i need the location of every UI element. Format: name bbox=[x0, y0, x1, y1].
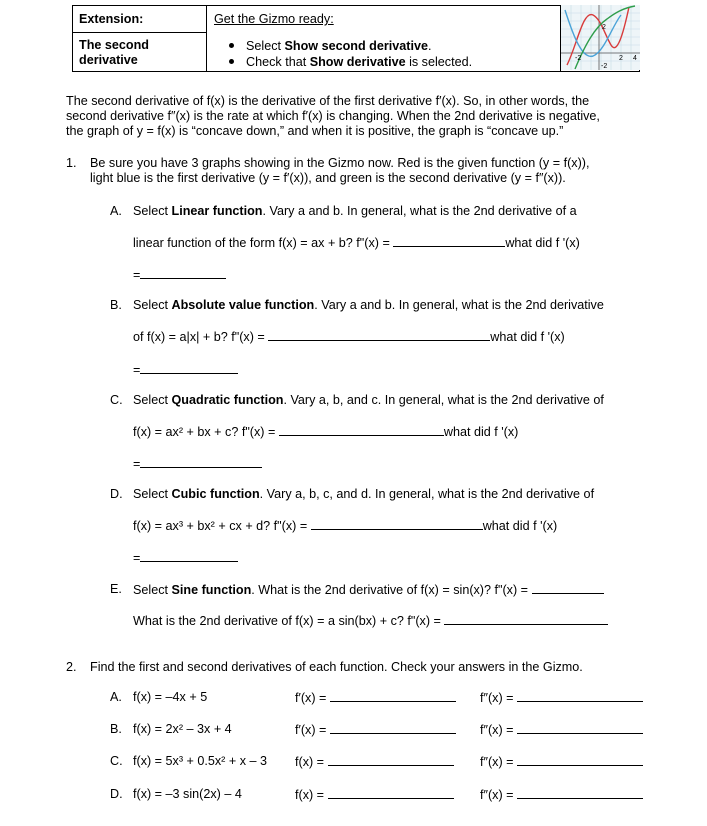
q2a-function: f(x) = –4x + 5 bbox=[133, 690, 208, 704]
q1c-line-1: Select Quadratic function. Vary a, b, and c. In general, what is the 2nd derivative of bbox=[133, 393, 604, 407]
q1-number: 1. bbox=[66, 156, 77, 170]
q2d-d1-blank[interactable] bbox=[328, 787, 454, 799]
extension-label: Extension: bbox=[73, 6, 206, 33]
q1c-letter: C. bbox=[110, 393, 123, 407]
q1b-line-3: = bbox=[133, 362, 238, 378]
q2b-function: f(x) = 2x² – 3x + 4 bbox=[133, 722, 232, 736]
q1e-answer-blank-2[interactable] bbox=[444, 613, 608, 625]
q1d-line-2: f(x) = ax³ + bx² + cx + d? f"(x) = what did f '(x) bbox=[133, 519, 558, 533]
q1e-answer-blank-1[interactable] bbox=[532, 582, 604, 594]
q1d-line-1: Select Cubic function. Vary a, b, c, and d. In general, what is the 2nd derivative of bbox=[133, 487, 595, 501]
q1c-answer-blank[interactable] bbox=[279, 424, 444, 436]
q2c-d2-blank[interactable] bbox=[517, 754, 643, 766]
q1d-letter: D. bbox=[110, 487, 123, 501]
intro-line-2: second derivative f″(x) is the rate at which f′(x) is changing. When the 2nd derivative is negative, bbox=[66, 109, 600, 123]
q2b-d1-blank[interactable] bbox=[330, 722, 456, 734]
q2a-d1-blank[interactable] bbox=[330, 690, 456, 702]
q2d-d2-blank[interactable] bbox=[517, 787, 643, 799]
q1-line-1: Be sure you have 3 graphs showing in the Gizmo now. Red is the given function (y = f(x)), bbox=[90, 156, 590, 170]
q2d-function: f(x) = –3 sin(2x) – 4 bbox=[133, 787, 242, 801]
q1b-line-1: Select Absolute value function. Vary a and b. In general, what is the 2nd derivative bbox=[133, 298, 604, 312]
q2-text: Find the first and second derivatives of each function. Check your answers in the Gizmo. bbox=[90, 660, 583, 674]
q1a-letter: A. bbox=[110, 204, 122, 218]
svg-text:4: 4 bbox=[633, 55, 637, 62]
q2a-d2-blank[interactable] bbox=[517, 690, 643, 702]
q1d-line-3: = bbox=[133, 550, 238, 566]
intro-line-3: the graph of y = f(x) is “concave down,” and when it is positive, the graph is “concave up.” bbox=[66, 124, 564, 138]
bullet-icon bbox=[229, 59, 234, 64]
q2a-letter: A. bbox=[110, 690, 122, 704]
q1-line-2: light blue is the first derivative (y = f′(x)), and green is the second derivative (y = f″(x)). bbox=[90, 171, 566, 185]
q1e-letter: E. bbox=[110, 582, 122, 596]
intro-line-1: The second derivative of f(x) is the derivative of the first derivative f′(x). So, in other words, the bbox=[66, 94, 590, 108]
q2a-second-derivative: f″(x) = bbox=[480, 690, 643, 706]
q2b-letter: B. bbox=[110, 722, 122, 736]
q2d-letter: D. bbox=[110, 787, 123, 801]
q2c-d1-blank[interactable] bbox=[328, 754, 454, 766]
q1b-letter: B. bbox=[110, 298, 122, 312]
q1a-line-2: linear function of the form f(x) = ax + b? f"(x) = what did f '(x) bbox=[133, 236, 580, 250]
gizmo-thumbnail bbox=[560, 5, 640, 72]
svg-text:2: 2 bbox=[602, 24, 606, 31]
q1c-line-2: f(x) = ax² + bx + c? f"(x) = what did f '(x) bbox=[133, 425, 519, 439]
q2c-function: f(x) = 5x³ + 0.5x² + x – 3 bbox=[133, 754, 268, 768]
q1a-answer-blank[interactable] bbox=[393, 235, 505, 247]
topic-label: The second derivative bbox=[79, 38, 149, 67]
q1e-line-1: Select Sine function. What is the 2nd derivative of f(x) = sin(x)? f"(x) = bbox=[133, 582, 604, 598]
graph-thumbnail-icon bbox=[561, 5, 640, 70]
q1a-what-blank[interactable] bbox=[140, 267, 226, 279]
header-label-column bbox=[73, 6, 207, 71]
q2-number: 2. bbox=[66, 660, 77, 674]
q1b-what-blank[interactable] bbox=[140, 362, 238, 374]
ready-bullet-2: Check that Show derivative is selected. bbox=[229, 55, 472, 69]
svg-text:2: 2 bbox=[619, 55, 623, 62]
q2a-first-derivative: f′(x) = bbox=[295, 690, 456, 706]
q2d-second-derivative: f″(x) = bbox=[480, 787, 643, 803]
q2b-second-derivative: f″(x) = bbox=[480, 722, 643, 738]
q2c-letter: C. bbox=[110, 754, 123, 768]
q1a-line-1: Select Linear function. Vary a and b. In general, what is the 2nd derivative of a bbox=[133, 204, 577, 218]
q2c-first-derivative: f(x) = bbox=[295, 754, 454, 770]
q1e-line-2: What is the 2nd derivative of f(x) = a sin(bx) + c? f"(x) = bbox=[133, 613, 608, 629]
q1b-answer-blank[interactable] bbox=[268, 329, 490, 341]
svg-text:-2: -2 bbox=[575, 55, 582, 62]
bullet-icon bbox=[229, 43, 234, 48]
q1d-what-blank[interactable] bbox=[140, 550, 238, 562]
q1b-line-2: of f(x) = a|x| + b? f"(x) = what did f '(x) bbox=[133, 330, 565, 344]
q2d-first-derivative: f(x) = bbox=[295, 787, 454, 803]
ready-title: Get the Gizmo ready: bbox=[214, 12, 334, 26]
q2b-first-derivative: f′(x) = bbox=[295, 722, 456, 738]
q1a-line-3: = bbox=[133, 267, 226, 283]
q2c-second-derivative: f″(x) = bbox=[480, 754, 643, 770]
q1c-line-3: = bbox=[133, 456, 262, 472]
q2b-d2-blank[interactable] bbox=[517, 722, 643, 734]
ready-bullet-1: Select Show second derivative. bbox=[229, 39, 432, 53]
q1d-answer-blank[interactable] bbox=[311, 518, 483, 530]
svg-text:-2: -2 bbox=[601, 63, 608, 70]
q1c-what-blank[interactable] bbox=[140, 456, 262, 468]
header-table bbox=[72, 5, 640, 72]
